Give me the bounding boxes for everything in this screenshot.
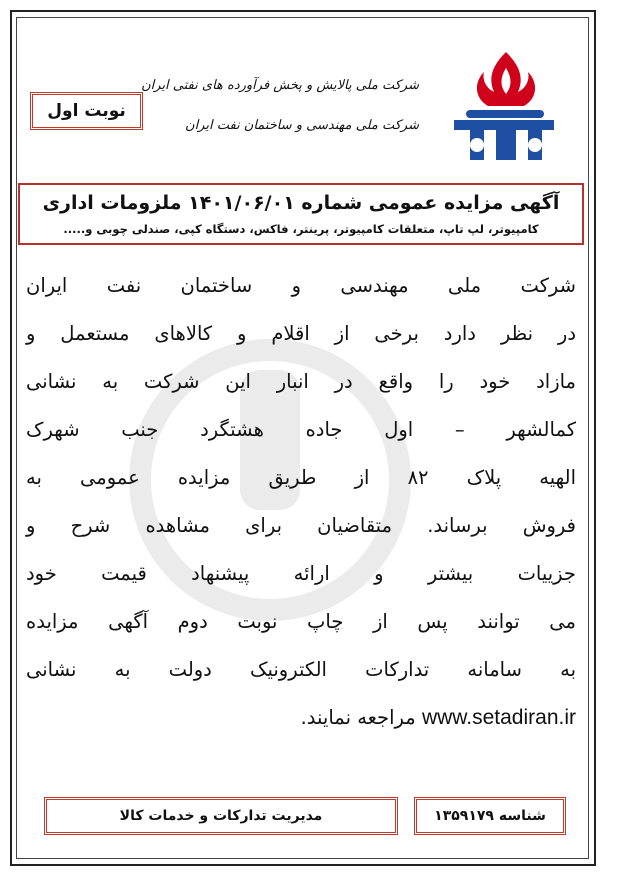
body-line: کمالشهر – اول جاده هشتگرد جنب شهرک: [26, 418, 576, 441]
body-line: در نظر دارد برخی از اقلام و کالاهای مستعمل و: [26, 322, 576, 345]
notice-body: [26, 262, 576, 782]
body-line: جزییات بیشتر و ارائه پیشنهاد قیمت خود: [26, 562, 576, 585]
body-line-suffix: مراجعه نمایند.: [300, 706, 416, 729]
company-name-engineering: شرکت ملی مهندسی و ساختمان نفت ایران: [185, 118, 419, 133]
website-link[interactable]: www.setadiran.ir: [421, 706, 576, 729]
company-name-refining: شرکت ملی پالایش و پخش فرآورده های نفتی ایران: [141, 78, 419, 93]
notice-title: آگهی مزایده عمومی شماره ۱۴۰۱/۰۶/۰۱ ملزومات اداری: [42, 192, 560, 214]
body-line: به سامانه تدارکات الکترونیک دولت به نشانی: [26, 658, 576, 681]
body-line: فروش برساند. متقاضیان برای مشاهده شرح و: [26, 514, 576, 537]
round-badge: نوبت اول: [30, 92, 143, 130]
department-badge: مدیریت تدارکات و خدمات کالا: [44, 797, 398, 835]
body-line: شرکت ملی مهندسی و ساختمان نفت ایران: [26, 274, 576, 297]
nioc-logo-icon: [444, 48, 564, 163]
notice-subtitle: کامپیوتر، لپ تاپ، متعلقات کامپیوتر، پرینتر، فاکس، دستگاه کپی، صندلی چوبی و.....: [63, 222, 539, 236]
notice-id-badge: شناسه ۱۳۵۹۱۷۹: [414, 797, 566, 835]
body-line: مازاد خود را واقع در انبار این شرکت به نشانی: [26, 370, 576, 393]
body-line: می توانند پس از چاپ نوبت دوم آگهی مزایده: [26, 610, 576, 633]
body-line: الهیه پلاک ۸۲ از طریق مزایده عمومی به: [26, 466, 576, 489]
body-line-last: [26, 694, 576, 742]
